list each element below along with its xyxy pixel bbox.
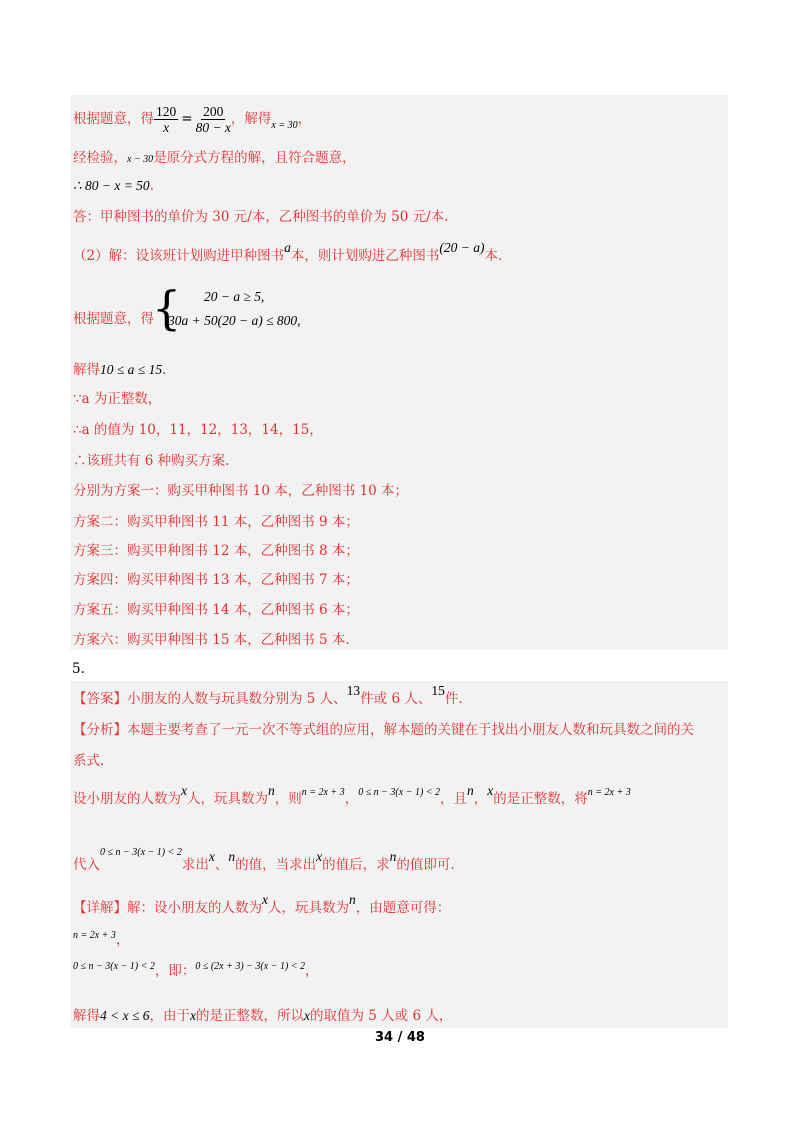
part2-setup-line: （2）解：设该班计划购进甲种图书a本，则计划购进乙种图书(20 − a)本. bbox=[73, 240, 503, 264]
plan-5: 方案五：购买甲种图书 14 本，乙种图书 6 本； bbox=[73, 602, 359, 618]
analysis-tag: 【分析】 bbox=[73, 722, 127, 738]
answer-line: 【答案】小朋友的人数与玩具数分别为 5 人、13件或 6 人、15件. bbox=[73, 683, 463, 707]
answer-tag: 【答案】 bbox=[73, 691, 127, 707]
detail-line-3: 0 ≤ n − 3(x − 1) < 2，即：0 ≤ (2x + 3) − 3(x − 1) < 2， bbox=[73, 961, 319, 979]
therefore-line: ∴ 80 − x = 50. bbox=[73, 178, 154, 194]
analysis-line-1: 【分析】本题主要考查了一元一次不等式组的应用，解本题的关键在于找出小朋友人数和玩具数之间的关 bbox=[73, 722, 694, 738]
solution-value: x = 30 bbox=[271, 120, 298, 131]
check-line: 经检验，x − 30是原分式方程的解，且符合题意， bbox=[73, 150, 356, 166]
detail-line-4: 解得4 < x ≤ 6，由于x的是正整数，所以x的取值为 5 人或 6 人， bbox=[73, 1008, 453, 1024]
inequality-2: 30a + 50(20 − a) ≤ 800, bbox=[168, 313, 301, 328]
values-line: ∴a 的值为 10，11，12，13，14，15， bbox=[73, 422, 323, 438]
plan-1: 分别为方案一：购买甲种图书 10 本，乙种图书 10 本； bbox=[73, 483, 409, 499]
left-brace: { bbox=[152, 281, 182, 335]
solution-panel-part1 bbox=[70, 95, 728, 650]
equation-line: 根据题意，得 $\frac{120}{x}$ = $\frac{200}{80 - x}$ ，解得$_{x = 30}$， bbox=[73, 104, 312, 135]
detail-line-2: n = 2x + 3， bbox=[73, 930, 130, 948]
detail-tag: 【详解】 bbox=[73, 900, 127, 916]
plan-count-line: ∴该班共有 6 种购买方案. bbox=[73, 453, 230, 469]
page-number: 34 / 48 bbox=[375, 1030, 425, 1045]
fraction-200: $\frac{200}{80 - x}$ bbox=[195, 104, 231, 135]
solution-range-line: 解得10 ≤ a ≤ 15. bbox=[73, 362, 167, 378]
equals-sign: = bbox=[181, 111, 193, 127]
system-label: 根据题意，得 bbox=[73, 311, 154, 327]
analysis-line-4: 代入$^{0 \le n - 3(x - 1) < 2}$求出x、n的值，当求出x的值后，求n的值即可. bbox=[73, 847, 455, 873]
because-line: ∵a 为正整数， bbox=[73, 391, 162, 407]
fraction-120-x: $\frac{120}{x}$ bbox=[156, 104, 177, 135]
analysis-line-2: 系式. bbox=[73, 753, 105, 769]
text: 根据题意，得 bbox=[73, 111, 154, 127]
analysis-line-3: 设小朋友的人数为x人，玩具数为n，则$^{n = 2x + 3}$，$^{0 \le n - 3(x - 1) < 2}$，且n，x的是正整数，将$^{n = 2x + 3}$ bbox=[73, 783, 631, 807]
plan-3: 方案三：购买甲种图书 12 本，乙种图书 8 本； bbox=[73, 543, 359, 559]
question-number: 5. bbox=[72, 661, 85, 677]
inequality-1: 20 − a ≥ 5, bbox=[204, 289, 265, 304]
plan-2: 方案二：购买甲种图书 11 本，乙种图书 9 本； bbox=[73, 514, 359, 530]
detail-line-1: 【详解】解：设小朋友的人数为x人，玩具数为n，由题意可得： bbox=[73, 892, 451, 916]
answer-line: 答：甲种图书的单价为 30 元/本，乙种图书的单价为 50 元/本. bbox=[73, 209, 449, 225]
plan-4: 方案四：购买甲种图书 13 本，乙种图书 7 本； bbox=[73, 572, 359, 588]
plan-6: 方案六：购买甲种图书 15 本，乙种图书 5 本. bbox=[73, 632, 350, 648]
